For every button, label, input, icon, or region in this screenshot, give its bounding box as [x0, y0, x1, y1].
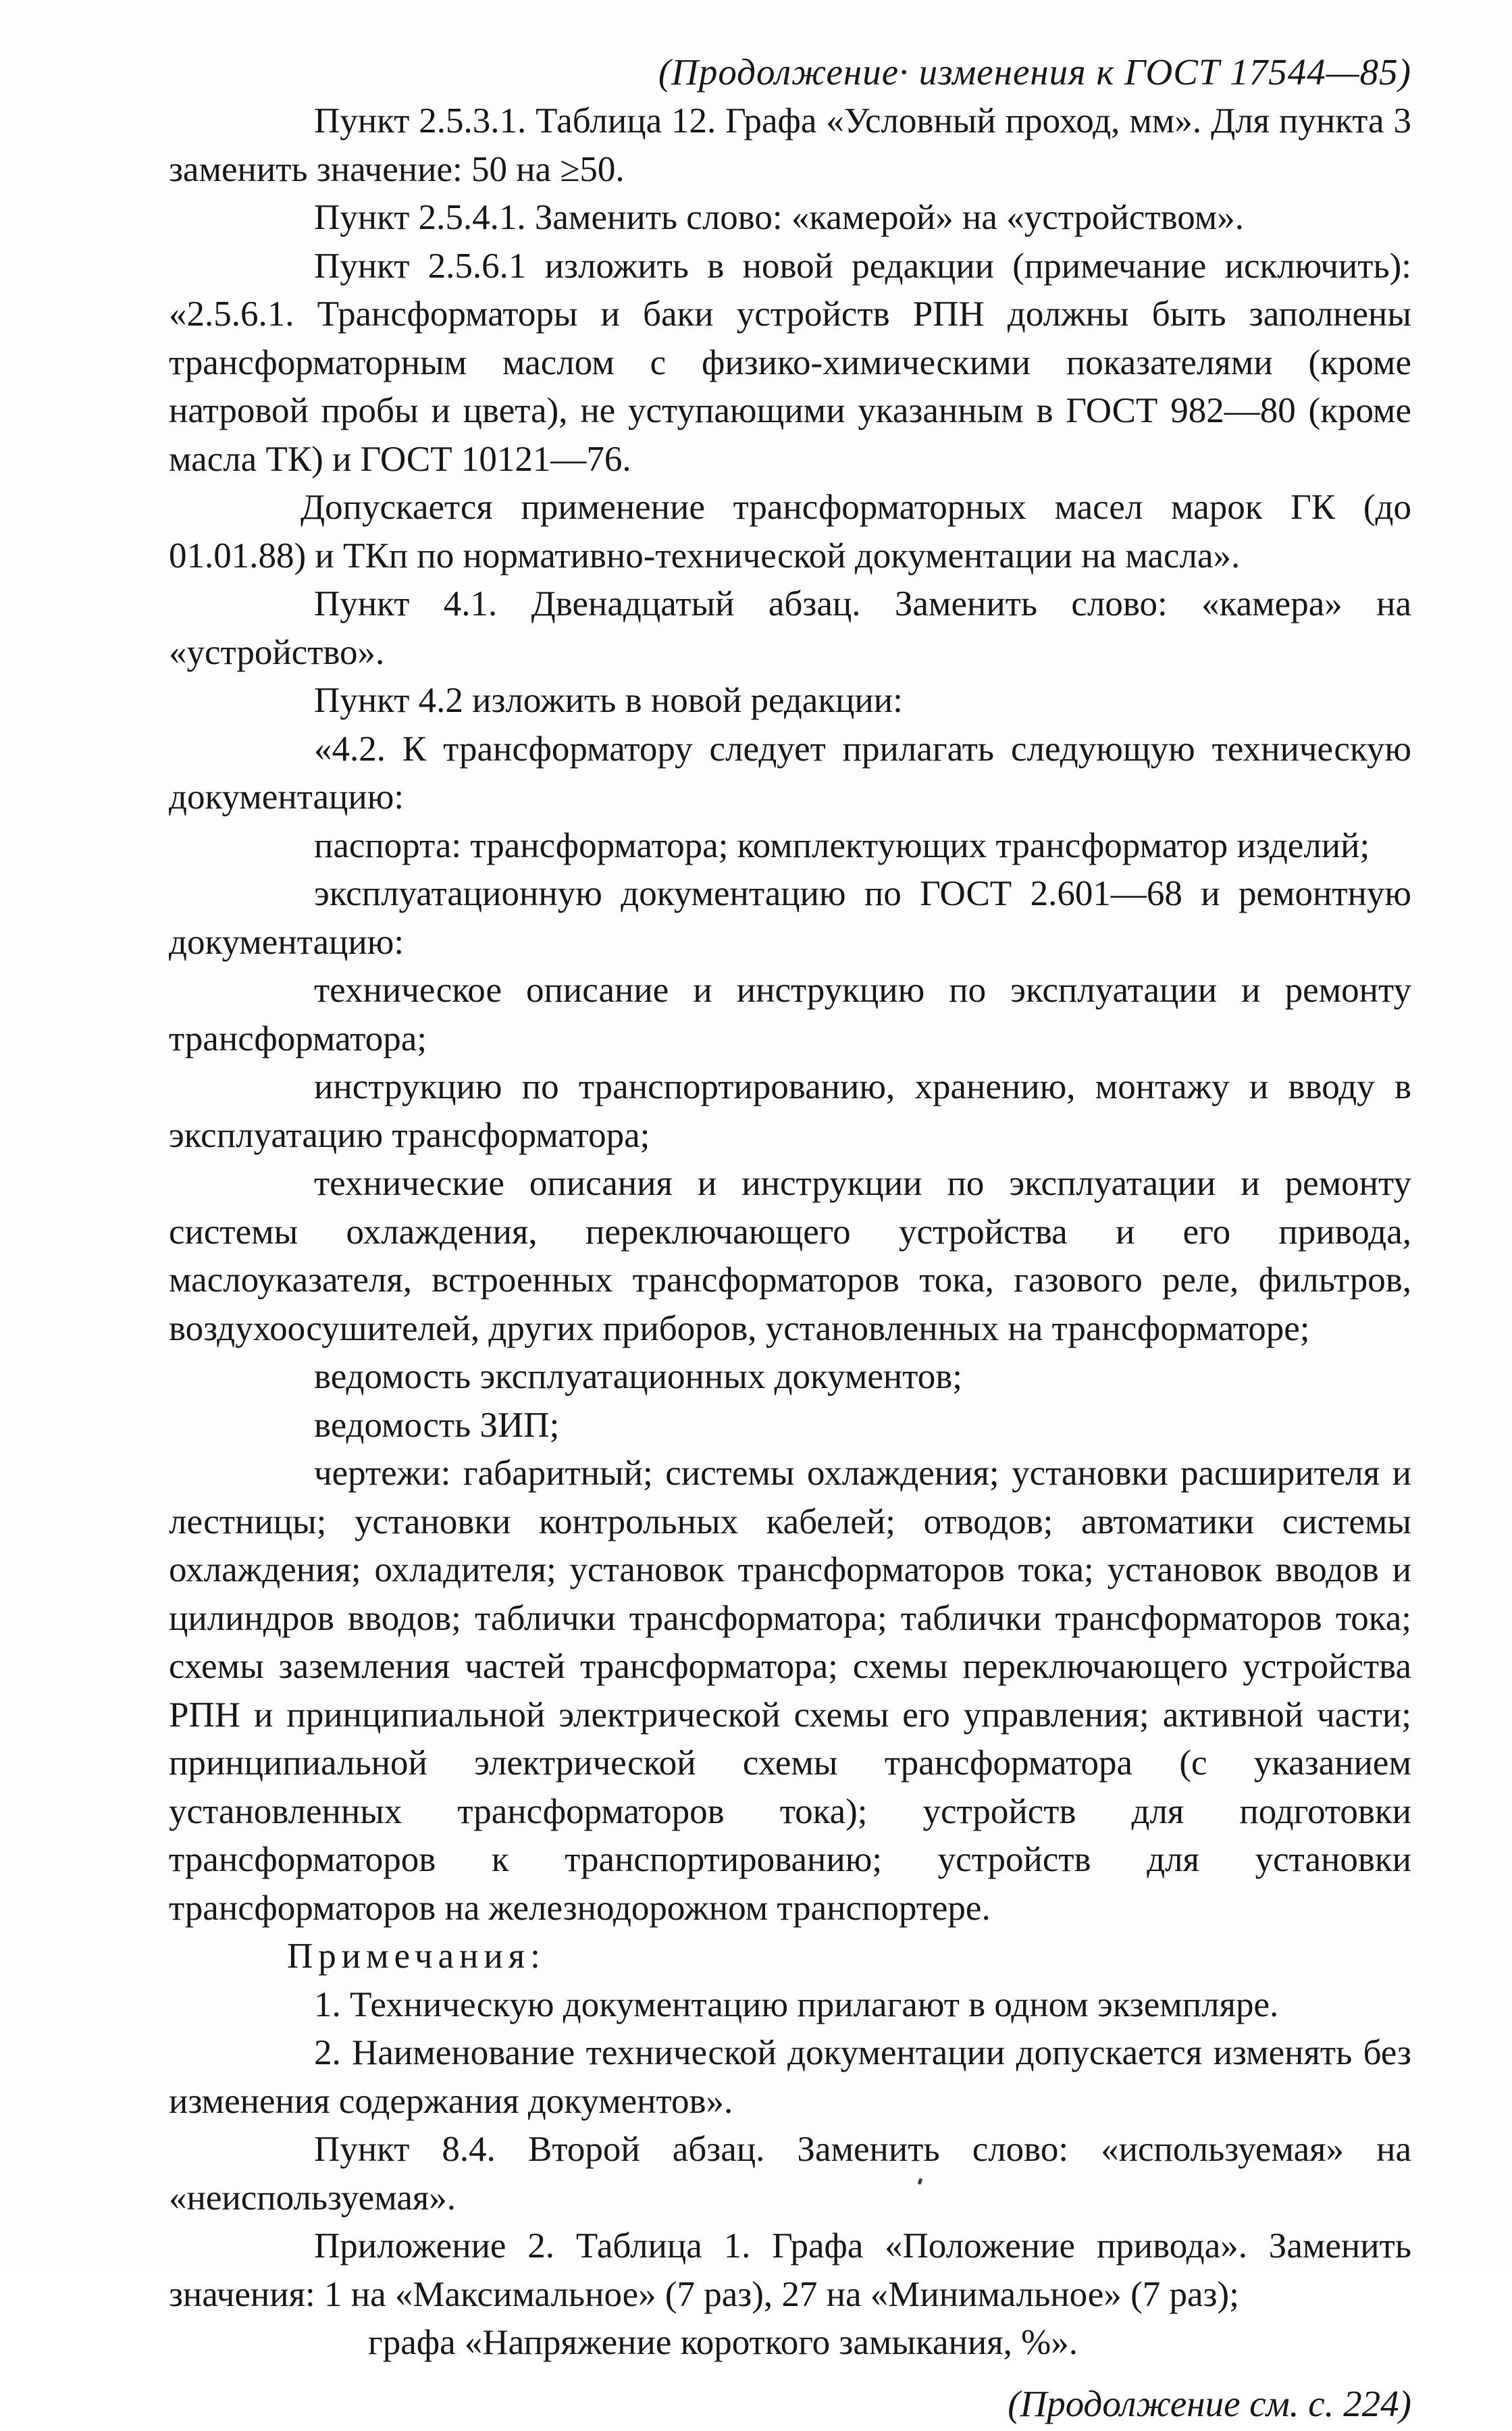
list-item: техническое описание и инструкцию по эксплуатации и ремонту трансформатора;	[169, 971, 1411, 1058]
text-column	[169, 49, 1411, 2431]
continuation-header: (Продолжение· изменения к ГОСТ 17544—85)	[658, 51, 1411, 93]
continuation-footer: (Продолжение см. с. 224)	[1008, 2382, 1411, 2424]
list-item: инструкцию по транспортированию, хранению, монтажу и вводу в эксплуатацию трансформатора;	[169, 1067, 1411, 1155]
list-item: технические описания и инструкции по эксплуатации и ремонту системы охлаждения, переключающего устройства и его привода, маслоуказателя, встроенных трансформаторов тока, газового реле, фильтров, воздухоосушителей, других приборов, установленных на трансформаторе;	[169, 1164, 1411, 1348]
list-item: чертежи: габаритный; системы охлаждения; установки расширителя и лестницы; установки контрольных кабелей; отводов; автоматики системы охлаждения; охладителя; установок трансформаторов тока; установок вводов и цилиндров вводов; таблички трансформатора; таблички трансформаторов тока; схемы заземления частей трансформатора; схемы переключающего устройства РПН и принципиальной электрической схемы его управления; активной части; принципиальной электрической схемы трансформатора (с указанием установленных трансформаторов тока); устройств для подготовки трансформаторов к транспортированию; устройств для установки трансформаторов на железнодорожном транспортере.	[169, 1454, 1411, 1928]
paragraph-item-84: Пункт 8.4. Второй абзац. Заменить слово: «используемая» на «неиспользуемая».	[169, 2130, 1411, 2218]
notes-heading: Примечания:	[287, 1937, 546, 1976]
documentation-list	[169, 822, 1411, 1933]
paragraph-item-42-text: «4.2. К трансформатору следует прилагать следующую техническую документацию:	[169, 729, 1411, 817]
paragraph-item-2531: Пункт 2.5.3.1. Таблица 12. Графа «Условный проход, мм». Для пункта 3 заменить значение: 50 на ≥50.	[169, 101, 1411, 189]
paragraph-item-42: Пункт 4.2 изложить в новой редакции:	[314, 681, 903, 720]
paragraph-voltage-column: графа «Напряжение короткого замыкания, %».	[368, 2323, 1078, 2362]
list-item: ведомость ЗИП;	[314, 1405, 560, 1445]
note-item: 1. Техническую документацию прилагают в одном экземпляре.	[314, 1985, 1279, 2024]
note-item: 2. Наименование технической документации допускается изменять без изменения содержания документов».	[169, 2033, 1411, 2121]
list-item: эксплуатационную документацию по ГОСТ 2.601—68 и ремонтную документацию:	[169, 874, 1411, 962]
paragraph-item-41: Пункт 4.1. Двенадцатый абзац. Заменить слово: «камера» на «устройство».	[169, 584, 1411, 672]
paragraph-item-2561: Пункт 2.5.6.1 изложить в новой редакции (примечание исключить): «2.5.6.1. Трансформаторы и баки устройств РПН должны быть заполнены трансформаторным маслом с физико-химическими показателями (кроме натровой пробы и цвета), не уступающими указанным в ГОСТ 982—80 (кроме масла ТК) и ГОСТ 10121—76.	[169, 246, 1411, 479]
paragraph-oil-allowance: Допускается применение трансформаторных масел марок ГК (до 01.01.88) и ТКп по нормативно-технической документации на масла».	[169, 488, 1411, 575]
list-item: ведомость эксплуатационных документов;	[314, 1357, 962, 1396]
list-item: паспорта: трансформатора; комплектующих трансформатор изделий;	[314, 825, 1370, 865]
paragraph-appendix-2: Приложение 2. Таблица 1. Графа «Положение привода». Заменить значения: 1 на «Максимальное» (7 раз), 27 на «Минимальное» (7 раз);	[169, 2226, 1411, 2314]
paragraph-item-2541: Пункт 2.5.4.1. Заменить слово: «камерой» на «устройством».	[314, 198, 1245, 237]
